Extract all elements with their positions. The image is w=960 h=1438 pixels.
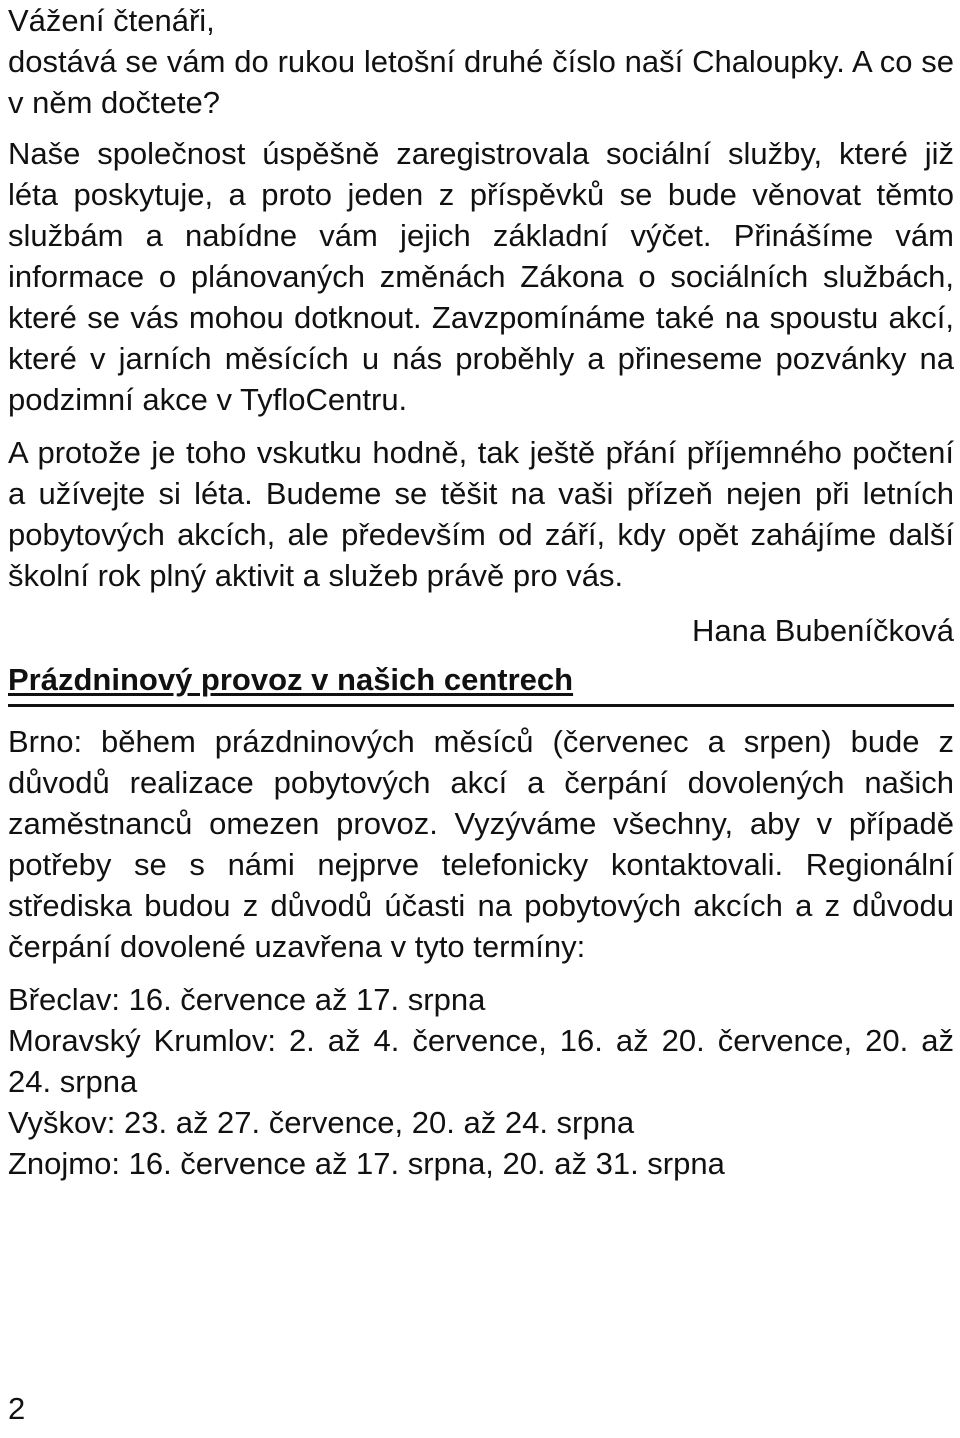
document-page [8, 0, 954, 1184]
content-paragraph: Naše společnost úspěšně zaregistrovala sociální služby, které již léta poskytuje, a proto jeden z příspěvků se bude věnovat těmto službám a nabídne vám jejich základní výčet. Přinášíme vám informace o plánovaných změnách Zákona o sociálních službách, které se vás mohou dotknout. Zavzpomínáme také na spoustu akcí, které v jarních měsících u nás proběhly a přineseme pozvánky na podzimní akce v TyfloCentru. [8, 136, 954, 417]
closure-list [8, 979, 954, 1184]
signature: Hana Bubeníčková [692, 613, 954, 648]
intro-paragraph: dostává se vám do rukou letošní druhé číslo naší Chaloupky. A co se v něm dočtete? [8, 44, 954, 120]
section-text: Brno: během prázdninových měsíců (červenec a srpen) bude z důvodů realizace pobytových akcí a čerpání dovolených našich zaměstnanců omezen provoz. Vyzýváme všechny, aby v případě potřeby se s námi nejprve telefonicky kontaktovali. Regionální střediska budou z důvodů účasti na pobytových akcích a z důvodu čerpání dovolené uzavřena v tyto termíny: [8, 724, 954, 964]
closure-item-vyskov: Vyškov: 23. až 27. července, 20. až 24. srpna [8, 1105, 635, 1140]
page-number: 2 [8, 1391, 26, 1426]
closure-item-znojmo: Znojmo: 16. července až 17. srpna, 20. až 31. srpna [8, 1146, 725, 1181]
greeting: Vážení čtenáři, [8, 3, 215, 38]
section-heading [8, 659, 954, 707]
closure-item-breclav: Břeclav: 16. července až 17. srpna [8, 982, 486, 1017]
closing-paragraph: A protože je toho vskutku hodně, tak ještě přání příjemného počtení a užívejte si léta. Budeme se těšit na vaši přízeň nejen při letních pobytových akcích, ale především od září, kdy opět zahájíme další školní rok plný aktivit a služeb právě pro vás. [8, 435, 954, 593]
closure-item-moravsky-krumlov: Moravský Krumlov: 2. až 4. července, 16. až 20. července, 20. až 24. srpna [8, 1023, 954, 1099]
section-heading-text: Prázdninový provoz v našich centrech [8, 662, 574, 697]
